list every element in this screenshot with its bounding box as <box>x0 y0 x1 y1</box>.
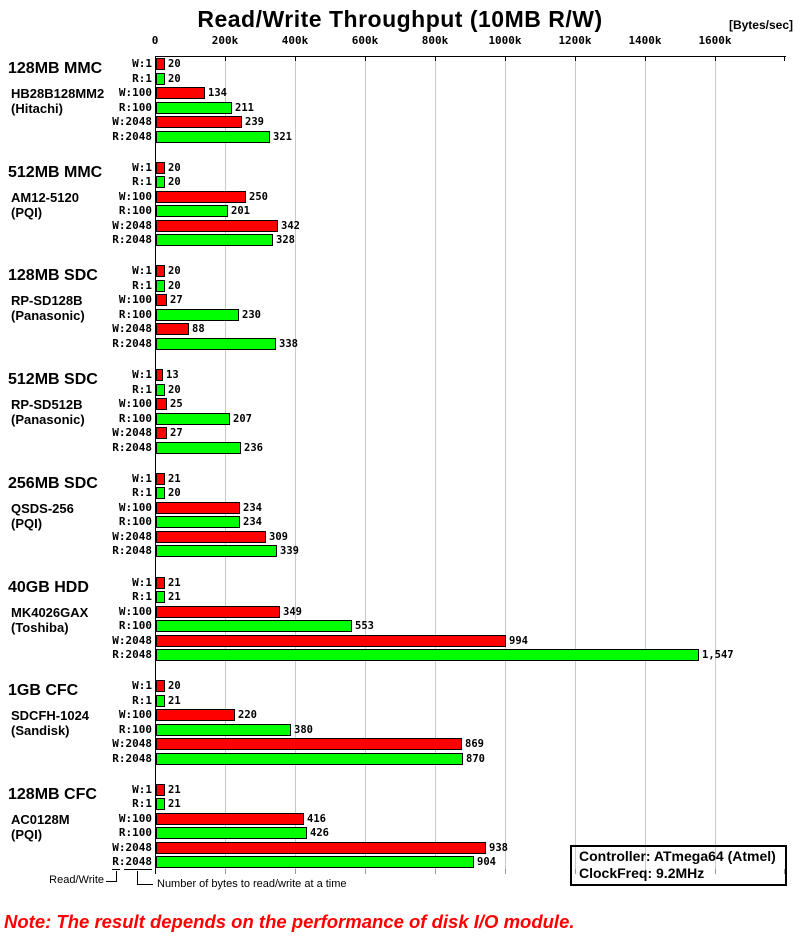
bar-value-label: 20 <box>168 384 181 396</box>
bar-row-label: R:2048 <box>112 130 152 143</box>
bar-row-label: W:1 <box>132 57 152 70</box>
bar-read <box>156 280 165 292</box>
axis-tick-top <box>365 57 366 61</box>
bar-value-label: 207 <box>233 413 252 425</box>
bar-value-label: 338 <box>279 338 298 350</box>
gridline <box>645 57 646 869</box>
bar-value-label: 342 <box>281 220 300 232</box>
bar-value-label: 416 <box>307 813 326 825</box>
bar-row-label: W:100 <box>118 812 152 825</box>
group-name-label: 128MB MMC <box>8 60 103 77</box>
x-axis-tick-label: 600k <box>351 34 379 47</box>
axis-tick-top <box>575 57 576 61</box>
bar-value-label: 20 <box>168 487 181 499</box>
bar-value-label: 201 <box>231 205 250 217</box>
bar-row-label: R:100 <box>118 723 152 736</box>
axis-tick-top <box>225 57 226 61</box>
bar-row-label: W:1 <box>132 576 152 589</box>
gridline <box>505 57 506 869</box>
bar-value-label: 234 <box>243 502 262 514</box>
group-maker-label: (Panasonic) <box>11 412 85 427</box>
bar-write <box>156 606 280 618</box>
bar-read <box>156 516 240 528</box>
bar-row-label: R:1 <box>132 175 152 188</box>
x-axis-tick-label: 1400k <box>628 34 662 47</box>
bar-read <box>156 442 241 454</box>
bar-write <box>156 531 266 543</box>
bar-row-label: R:2048 <box>112 441 152 454</box>
bar-value-label: 21 <box>168 577 181 589</box>
bar-row-label: R:2048 <box>112 648 152 661</box>
bar-row-label: W:100 <box>118 605 152 618</box>
bar-row-label: W:2048 <box>112 530 152 543</box>
bar-read <box>156 309 239 321</box>
bar-write <box>156 680 165 692</box>
bar-value-label: 21 <box>168 591 181 603</box>
group-model-label: MK4026GAX <box>11 605 89 620</box>
bar-value-label: 21 <box>168 695 181 707</box>
x-axis-tick-label: 1600k <box>698 34 732 47</box>
legend-bytes-label: Number of bytes to read/write at a time <box>157 878 347 890</box>
x-axis-tick-label: 400k <box>281 34 309 47</box>
bar-read <box>156 724 291 736</box>
bar-value-label: 20 <box>168 58 181 70</box>
bar-row-label: R:1 <box>132 383 152 396</box>
bar-read <box>156 413 230 425</box>
group-maker-label: (Toshiba) <box>11 620 69 635</box>
bar-write <box>156 842 486 854</box>
group-model-label: HB28B128MM2 <box>11 86 105 101</box>
bar-value-label: 309 <box>269 531 288 543</box>
bar-read <box>156 545 277 557</box>
bar-read <box>156 384 165 396</box>
bar-write <box>156 369 163 381</box>
axis-tick-bottom <box>435 869 436 874</box>
plot-area <box>155 56 786 874</box>
axis-tick-top <box>295 57 296 61</box>
bar-value-label: 20 <box>168 176 181 188</box>
bar-write <box>156 473 165 485</box>
bar-row-label: R:1 <box>132 694 152 707</box>
bar-value-label: 380 <box>294 724 313 736</box>
bar-value-label: 239 <box>245 116 264 128</box>
gridline <box>575 57 576 869</box>
bar-read <box>156 620 352 632</box>
bar-row-label: R:100 <box>118 619 152 632</box>
bar-value-label: 234 <box>243 516 262 528</box>
bar-read <box>156 856 474 868</box>
bar-read <box>156 649 699 661</box>
bar-row-label: R:2048 <box>112 752 152 765</box>
bar-value-label: 27 <box>170 294 183 306</box>
bar-value-label: 250 <box>249 191 268 203</box>
x-axis-tick-label: 200k <box>211 34 239 47</box>
bar-row-label: W:1 <box>132 472 152 485</box>
bar-row-label: W:100 <box>118 397 152 410</box>
bar-read <box>156 338 276 350</box>
bar-row-label: R:1 <box>132 279 152 292</box>
bar-value-label: 938 <box>489 842 508 854</box>
bar-write <box>156 220 278 232</box>
clockfreq-label: ClockFreq: 9.2MHz <box>579 865 705 881</box>
group-model-label: AM12-5120 <box>11 190 79 205</box>
bar-row-label: W:2048 <box>112 219 152 232</box>
bar-row-label: R:2048 <box>112 337 152 350</box>
bar-value-label: 994 <box>509 635 528 647</box>
group-name-label: 512MB SDC <box>8 371 98 388</box>
bar-row-label: W:100 <box>118 708 152 721</box>
chart-title: Read/Write Throughput (10MB R/W) <box>197 6 603 32</box>
bar-value-label: 27 <box>170 427 183 439</box>
bar-value-label: 321 <box>273 131 292 143</box>
bar-value-label: 20 <box>168 265 181 277</box>
note-text: Note: The result depends on the performance of disk I/O module. <box>4 911 575 932</box>
bar-row-label: W:1 <box>132 161 152 174</box>
bar-row-label: R:100 <box>118 412 152 425</box>
bar-value-label: 349 <box>283 606 302 618</box>
bar-value-label: 88 <box>192 323 205 335</box>
group-model-label: AC0128M <box>11 812 70 827</box>
group-name-label: 256MB SDC <box>8 475 98 492</box>
bar-read <box>156 131 270 143</box>
bar-write <box>156 784 165 796</box>
group-model-label: SDCFH-1024 <box>11 708 90 723</box>
unit-label: [Bytes/sec] <box>728 18 793 32</box>
legend-underline-bytes <box>124 869 152 870</box>
bar-row-label: R:100 <box>118 826 152 839</box>
bar-value-label: 20 <box>168 280 181 292</box>
bar-row-label: W:2048 <box>112 737 152 750</box>
bar-write <box>156 635 506 647</box>
bar-row-label: R:100 <box>118 308 152 321</box>
axis-tick-bottom <box>225 869 226 874</box>
group-maker-label: (Panasonic) <box>11 308 85 323</box>
axis-tick-bottom <box>365 869 366 874</box>
group-model-label: QSDS-256 <box>11 501 74 516</box>
bar-row-label: W:2048 <box>112 115 152 128</box>
bar-write <box>156 87 205 99</box>
bar-read <box>156 487 165 499</box>
bar-write <box>156 738 462 750</box>
bar-value-label: 20 <box>168 680 181 692</box>
x-axis-tick-label: 1200k <box>558 34 592 47</box>
bar-row-label: W:100 <box>118 86 152 99</box>
group-name-label: 40GB HDD <box>8 579 89 596</box>
bar-row-label: W:1 <box>132 368 152 381</box>
bar-row-label: W:1 <box>132 679 152 692</box>
bar-value-label: 21 <box>168 784 181 796</box>
axis-tick-top <box>505 57 506 61</box>
controller-label: Controller: ATmega64 (Atmel) <box>579 848 776 864</box>
bar-write <box>156 813 304 825</box>
group-maker-label: (PQI) <box>11 205 43 220</box>
bar-row-label: R:2048 <box>112 233 152 246</box>
bar-row-label: W:100 <box>118 190 152 203</box>
bar-write <box>156 709 235 721</box>
bar-row-label: R:100 <box>118 101 152 114</box>
bar-row-label: R:100 <box>118 515 152 528</box>
bar-write <box>156 294 167 306</box>
group-model-label: RP-SD512B <box>11 397 83 412</box>
axis-tick-top <box>645 57 646 61</box>
x-axis-tick-label: 0 <box>151 34 159 47</box>
group-name-label: 128MB SDC <box>8 267 98 284</box>
bar-row-label: W:2048 <box>112 426 152 439</box>
bar-read <box>156 234 273 246</box>
bar-write <box>156 162 165 174</box>
bar-value-label: 211 <box>235 102 254 114</box>
bar-write <box>156 58 165 70</box>
bar-row-label: R:2048 <box>112 855 152 868</box>
bar-row-label: W:1 <box>132 264 152 277</box>
group-model-label: RP-SD128B <box>11 293 83 308</box>
bar-value-label: 25 <box>170 398 183 410</box>
bar-value-label: 230 <box>242 309 261 321</box>
axis-tick-top <box>715 57 716 61</box>
bar-value-label: 869 <box>465 738 484 750</box>
bar-row-label: R:1 <box>132 590 152 603</box>
bar-value-label: 21 <box>168 473 181 485</box>
group-maker-label: (Sandisk) <box>11 723 70 738</box>
gridline <box>715 57 716 869</box>
group-maker-label: (Hitachi) <box>11 101 63 116</box>
bar-value-label: 20 <box>168 73 181 85</box>
bar-value-label: 904 <box>477 856 496 868</box>
x-axis-tick-label: 800k <box>421 34 449 47</box>
bar-row-label: W:100 <box>118 501 152 514</box>
bar-write <box>156 502 240 514</box>
bar-row-label: R:100 <box>118 204 152 217</box>
bar-row-label: W:2048 <box>112 841 152 854</box>
bar-read <box>156 102 232 114</box>
bar-value-label: 20 <box>168 162 181 174</box>
bar-value-label: 21 <box>168 798 181 810</box>
bar-read <box>156 827 307 839</box>
bar-value-label: 220 <box>238 709 257 721</box>
bar-write <box>156 116 242 128</box>
axis-tick-top <box>435 57 436 61</box>
controller-info-box <box>570 845 787 886</box>
group-name-label: 128MB CFC <box>8 786 97 803</box>
bar-value-label: 339 <box>280 545 299 557</box>
bar-row-label: R:1 <box>132 486 152 499</box>
bar-value-label: 553 <box>355 620 374 632</box>
legend-connector-bytes <box>137 871 153 885</box>
bar-value-label: 870 <box>466 753 485 765</box>
bar-write <box>156 577 165 589</box>
axis-tick-bottom <box>505 869 506 874</box>
bar-write <box>156 265 165 277</box>
bar-read <box>156 176 165 188</box>
axis-tick-top <box>784 57 785 61</box>
bar-read <box>156 798 165 810</box>
bar-write <box>156 323 189 335</box>
bar-row-label: W:1 <box>132 783 152 796</box>
bar-value-label: 1,547 <box>702 649 734 661</box>
bar-write <box>156 427 167 439</box>
bar-read <box>156 73 165 85</box>
x-axis-tick-label: 1000k <box>488 34 522 47</box>
bar-value-label: 134 <box>208 87 227 99</box>
legend-connector-rw <box>106 871 117 882</box>
bar-value-label: 426 <box>310 827 329 839</box>
bar-row-label: R:2048 <box>112 544 152 557</box>
bar-row-label: W:2048 <box>112 634 152 647</box>
axis-tick-bottom <box>295 869 296 874</box>
bar-read <box>156 591 165 603</box>
legend-underline-rw <box>112 869 120 870</box>
bar-value-label: 13 <box>166 369 179 381</box>
bar-read <box>156 695 165 707</box>
bar-read <box>156 205 228 217</box>
bar-row-label: R:1 <box>132 797 152 810</box>
legend-read-write-label: Read/Write <box>49 874 104 886</box>
bar-row-label: W:2048 <box>112 322 152 335</box>
bar-value-label: 236 <box>244 442 263 454</box>
group-maker-label: (PQI) <box>11 516 43 531</box>
bar-value-label: 328 <box>276 234 295 246</box>
group-name-label: 512MB MMC <box>8 164 103 181</box>
group-name-label: 1GB CFC <box>8 682 79 699</box>
bar-read <box>156 753 463 765</box>
bar-write <box>156 398 167 410</box>
group-maker-label: (PQI) <box>11 827 43 842</box>
bar-row-label: W:100 <box>118 293 152 306</box>
bar-row-label: R:1 <box>132 72 152 85</box>
bar-write <box>156 191 246 203</box>
